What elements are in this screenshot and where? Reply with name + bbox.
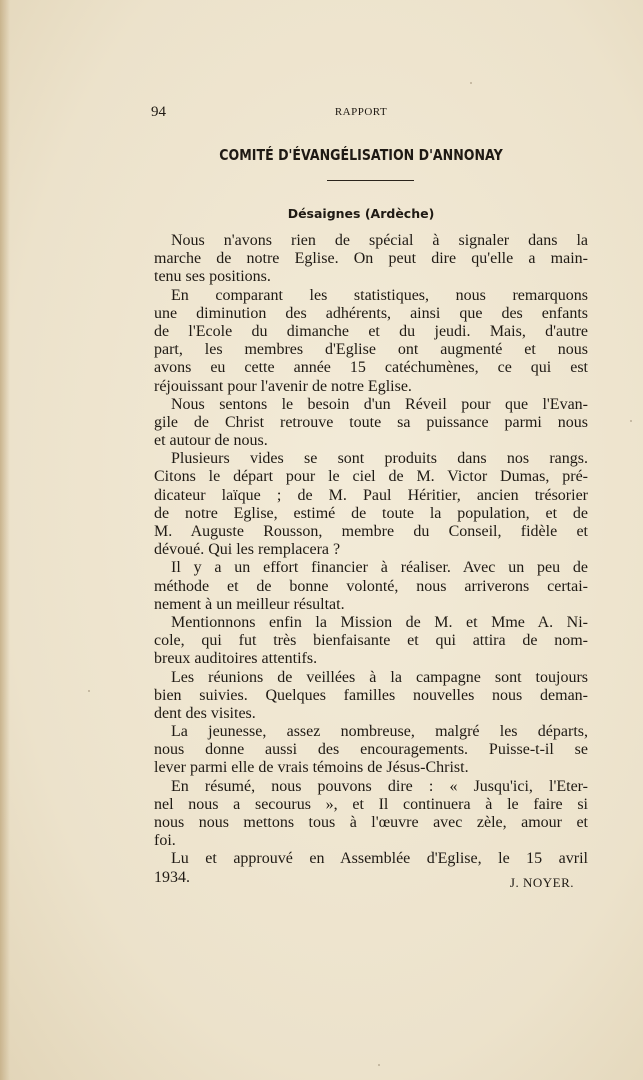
text-line: nous donne aussi des encouragements. Puisse-t-il se: [154, 741, 588, 759]
text-line: En comparant les statistiques, nous remarquons: [171, 286, 588, 304]
body-lines: [154, 232, 588, 869]
text-line: Il y a un effort financier à réaliser. Avec un peu de: [171, 559, 588, 577]
text-line: foi.: [154, 832, 176, 850]
text-line: Nous sentons le besoin d'un Réveil pour que l'Evan-: [171, 395, 588, 413]
text-line: méthode et de bonne volonté, nous arriverons certai-: [154, 577, 588, 595]
paper-speck: [630, 420, 632, 422]
text-line: et autour de nous.: [154, 432, 268, 450]
text-line: gile de Christ retrouve toute sa puissance parmi nous: [154, 413, 588, 431]
text-line: réjouissant pour l'avenir de notre Eglise.: [154, 377, 412, 395]
text-line: Lu et approuvé en Assemblée d'Eglise, le 15 avril: [171, 850, 588, 868]
text-line: M. Auguste Rousson, membre du Conseil, fidèle et: [154, 523, 588, 540]
text-line: nous nous mettons tous à l'œuvre avec zèle, amour et: [154, 814, 588, 831]
text-line: dicateur laïque ; de M. Paul Héritier, ancien trésorier: [154, 486, 588, 504]
text-line: dent des visites.: [154, 704, 256, 722]
text-line: nement à un meilleur résultat.: [154, 595, 345, 613]
paper-speck: [470, 82, 472, 84]
text-line: avons eu cette année 15 catéchumènes, ce qui est: [154, 359, 588, 377]
text-line: tenu ses positions.: [154, 268, 271, 286]
text-line: En résumé, nous pouvons dire : « Jusqu'ici, l'Eter-: [171, 777, 588, 795]
signature: J. NOYER.: [509, 874, 574, 890]
text-line: de l'Ecole du dimanche et du jeudi. Mais, d'autre: [154, 322, 588, 340]
section-title: COMITÉ D'ÉVANGÉLISATION D'ANNONAY: [219, 146, 503, 164]
text-line: lever parmi elle de vrais témoins de Jésus-Christ.: [154, 759, 469, 777]
text-line: cole, qui fut très bienfaisante et qui attira de nom-: [154, 632, 588, 650]
text-line: Nous n'avons rien de spécial à signaler dans la: [171, 232, 588, 249]
running-title: RAPPORT: [334, 106, 388, 118]
title-rule: [327, 180, 414, 181]
page-number: 94: [151, 104, 166, 120]
text-line: bien suivies. Quelques familles nouvelles nous deman-: [154, 686, 588, 704]
text-line: une diminution des adhérents, ainsi que des enfants: [154, 304, 588, 322]
text-line: Mentionnons enfin la Mission de M. et Mme A. Ni-: [171, 613, 588, 631]
page-edge-shadow: [0, 0, 10, 1080]
text-line: part, les membres d'Eglise ont augmenté et nous: [154, 341, 588, 359]
paper-speck: [88, 690, 90, 692]
text-line: La jeunesse, assez nombreuse, malgré les départs,: [171, 723, 588, 741]
text-line: dévoué. Qui les remplacera ?: [154, 541, 341, 559]
location-subtitle: Désaignes (Ardèche): [287, 206, 435, 221]
page-header: [151, 104, 571, 124]
text-line: Plusieurs vides se sont produits dans nos rangs.: [171, 450, 588, 468]
text-line: marche de notre Eglise. On peut dire qu'elle a main-: [154, 250, 588, 268]
paper-speck: [378, 1064, 380, 1066]
text-line: de notre Eglise, estimé de toute la population, et de: [154, 504, 588, 522]
closing-year: 1934.: [154, 868, 190, 886]
closing-row: [154, 868, 588, 890]
report-body: [154, 232, 588, 890]
text-line: breux auditoires attentifs.: [154, 650, 318, 668]
text-line: Citons le départ pour le ciel de M. Victor Dumas, pré-: [154, 468, 588, 486]
text-line: nel nous a secourus », et Il continuera à le faire si: [154, 795, 588, 813]
text-line: Les réunions de veillées à la campagne sont toujours: [171, 668, 588, 686]
